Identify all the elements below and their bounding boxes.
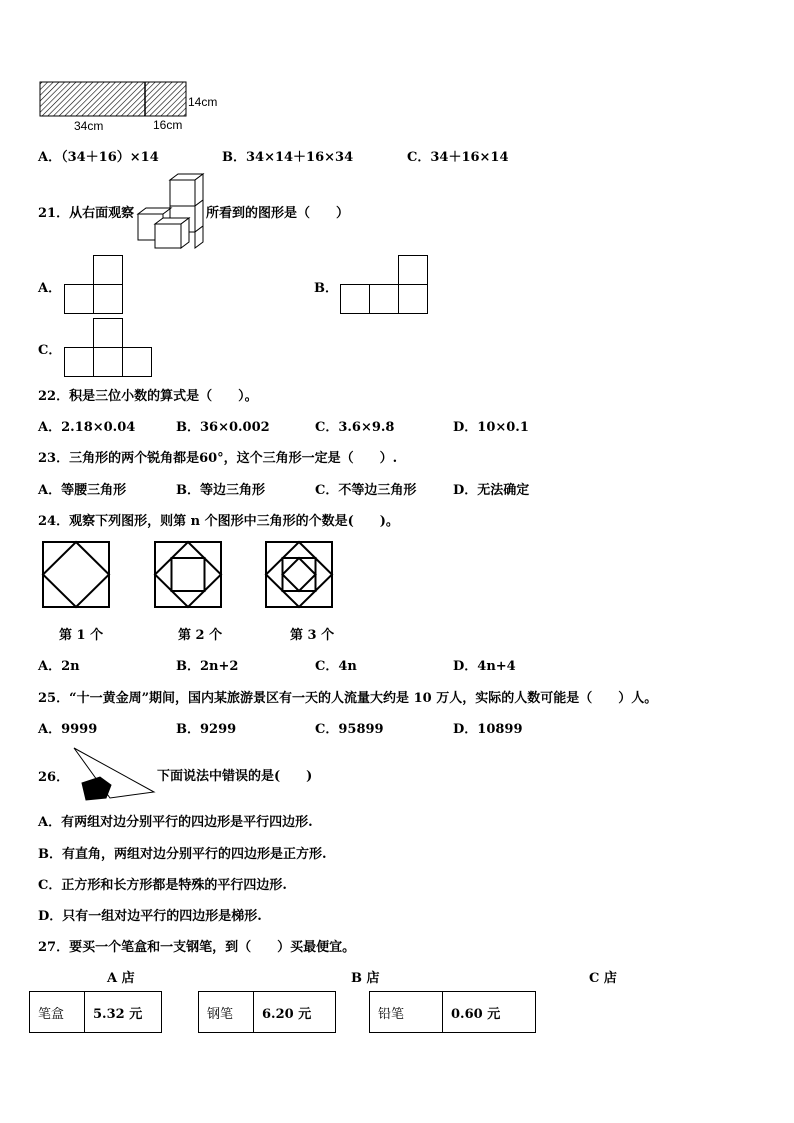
hatched-rectangle-figure [38,80,188,120]
q26-option-c[interactable]: C．正方形和长方形都是特殊的平行四边形. [38,878,287,893]
width-label-16: 16cm [153,118,183,132]
table-row [30,992,162,1033]
q20-option-c[interactable]: C．34＋16×14 [407,150,509,165]
shop-c-price-table [369,991,536,1033]
cube-stack-figure [137,172,207,250]
shop-b-name: B 店 [351,971,380,986]
item-cell: 钢笔 [199,992,254,1033]
q22-option-b[interactable]: B．36×0.002 [176,420,270,435]
height-label: 14cm [188,95,218,109]
nested-square-figure-1 [42,541,112,609]
q25-option-a[interactable]: A．9999 [38,722,98,737]
triangle-with-shape-figure [66,747,158,803]
q27-stem: 27．要买一个笔盒和一支钢笔，到（ ）买最便宜。 [38,940,356,955]
price-cell: 5.32 元 [85,992,162,1033]
q24-caption-2: 第 2 个 [178,628,223,643]
q26-stem: 下面说法中错误的是( ) [157,769,313,784]
item-cell: 笔盒 [30,992,85,1033]
q24-option-a[interactable]: A．2n [38,659,80,674]
item-cell: 铅笔 [370,992,443,1033]
q21-option-b-shape[interactable] [340,255,430,315]
q21-option-b[interactable]: B． [314,281,338,296]
q23-option-c[interactable]: C．不等边三角形 [315,483,417,498]
table-row [370,992,536,1033]
q21-option-a-shape[interactable] [64,255,124,315]
q22-option-d[interactable]: D．10×0.1 [453,420,529,435]
q20-option-b[interactable]: B．34×14＋16×34 [222,150,354,165]
q23-option-a[interactable]: A．等腰三角形 [38,483,127,498]
q21-option-c-shape[interactable] [64,318,154,378]
q26-option-d[interactable]: D．只有一组对边平行的四边形是梯形. [38,909,262,924]
q22-option-a[interactable]: A．2.18×0.04 [38,420,136,435]
q21-stem-after: 所看到的图形是（ ） [206,206,350,221]
q23-option-d[interactable]: D．无法确定 [453,483,530,498]
table-row [199,992,336,1033]
q26-option-a[interactable]: A．有两组对边分别平行的四边形是平行四边形. [38,815,313,830]
q24-option-c[interactable]: C．4n [315,659,357,674]
shop-a-price-table [29,991,162,1033]
q20-option-a[interactable]: A．（34＋16）×14 [38,150,159,165]
q25-option-c[interactable]: C．95899 [315,722,384,737]
q22-stem: 22．积是三位小数的算式是（ ）。 [38,389,258,404]
nested-square-figure-3 [265,541,335,609]
q24-caption-3: 第 3 个 [290,628,335,643]
q26-number: 26． [38,770,70,785]
nested-square-figure-2 [154,541,224,609]
q25-stem: 25．“十一黄金周”期间，国内某旅游景区有一天的人流量大约是 10 万人，实际的人数可能是（ ）人。 [38,691,658,706]
shop-b-price-table [198,991,336,1033]
shop-a-name: A 店 [107,971,135,986]
width-label-34: 34cm [74,119,104,133]
q24-option-d[interactable]: D．4n+4 [453,659,516,674]
price-cell: 0.60 元 [443,992,536,1033]
q23-option-b[interactable]: B．等边三角形 [176,483,265,498]
q21-option-a[interactable]: A． [38,281,62,296]
q25-option-b[interactable]: B．9299 [176,722,237,737]
q23-stem: 23．三角形的两个锐角都是60°，这个三角形一定是（ ）. [38,451,398,466]
price-cell: 6.20 元 [254,992,336,1033]
q26-option-b[interactable]: B．有直角，两组对边分别平行的四边形是正方形. [38,847,327,862]
q21-stem-before: 21．从右面观察 [38,206,135,221]
q22-option-c[interactable]: C．3.6×9.8 [315,420,395,435]
q24-caption-1: 第 1 个 [59,628,104,643]
q21-option-c[interactable]: C． [38,343,62,358]
shop-c-name: C 店 [589,971,617,986]
q24-option-b[interactable]: B．2n+2 [176,659,239,674]
q24-stem: 24．观察下列图形，则第 n 个图形中三角形的个数是( )。 [38,514,399,529]
q25-option-d[interactable]: D．10899 [453,722,523,737]
